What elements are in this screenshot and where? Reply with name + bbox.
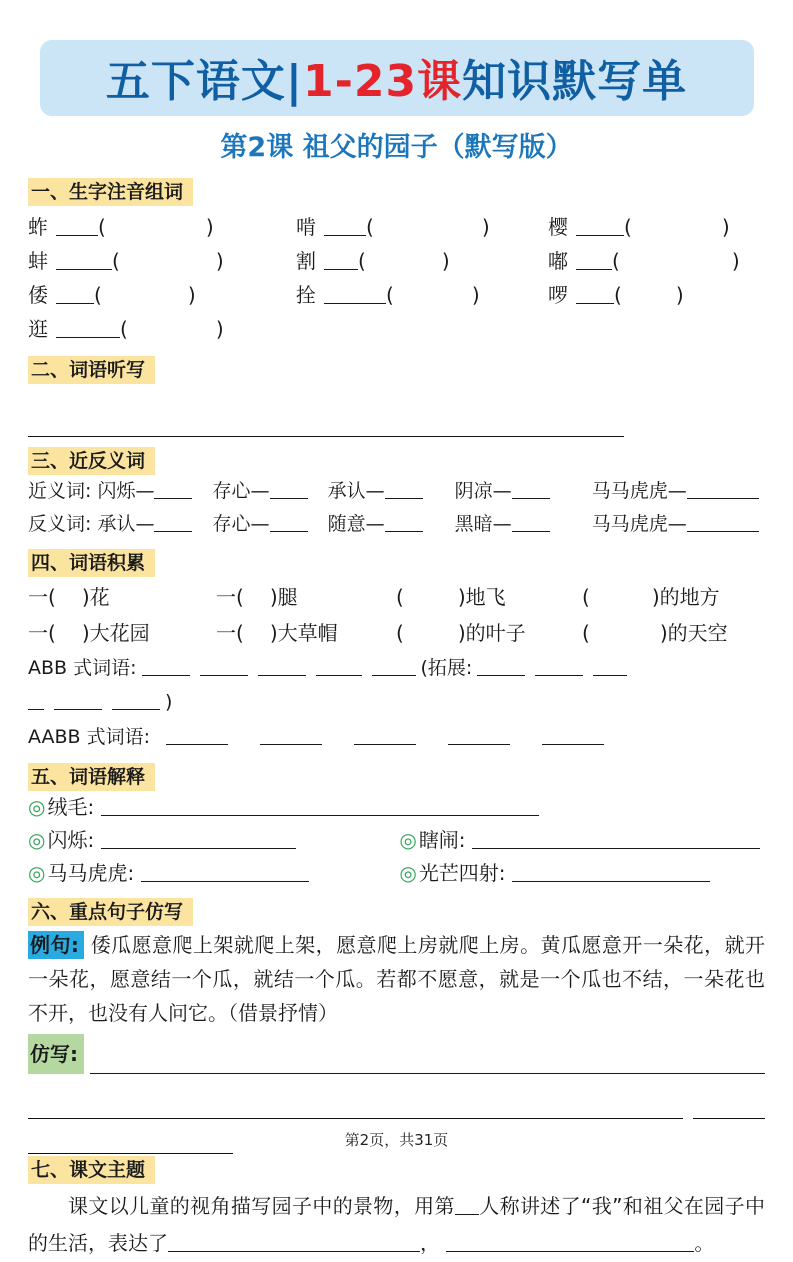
answer-blank (166, 725, 228, 745)
pinyin-item (296, 278, 548, 312)
antonyms-row (28, 508, 765, 541)
new-character: 倭 (28, 283, 48, 307)
dash: — (365, 513, 385, 535)
pinyin-blank (56, 283, 94, 304)
imitation-row (28, 1034, 765, 1074)
definition-word: 瞎闹: (418, 828, 466, 852)
theme-blank (168, 1231, 420, 1252)
dash: — (135, 513, 155, 535)
pinyin-blank (576, 249, 612, 270)
phrase-item (216, 579, 396, 615)
circle-bullet-icon: ◎ (28, 828, 46, 852)
phrase-item (396, 579, 582, 615)
aabb-label: AABB 式词语: (28, 726, 151, 748)
open-paren: ( (98, 215, 106, 239)
answer-blank (200, 656, 248, 676)
close-paren: ) (441, 249, 450, 273)
answer-blank (542, 725, 604, 745)
synonym-word: 闪烁 (97, 480, 136, 502)
open-paren: ( (582, 585, 590, 609)
synonym-pair (97, 480, 192, 502)
synonym-word: 阴凉 (454, 480, 493, 502)
answer-blank (372, 656, 416, 676)
definition-blank (512, 861, 710, 882)
antonym-word: 存心 (212, 513, 251, 535)
pinyin-blank (324, 249, 358, 270)
abb-label: ABB 式词语: (28, 657, 137, 679)
phrase-prefix: 一 (28, 585, 48, 609)
close-paren: ) (457, 621, 466, 645)
pinyin-blank (56, 249, 112, 270)
pinyin-item (548, 244, 765, 278)
page-number: 第2页，共31页 (344, 1131, 449, 1149)
theme-paragraph (28, 1188, 765, 1262)
period: 。 (694, 1231, 715, 1255)
answer-blank (385, 479, 423, 499)
section-3-heading: 三、近反义词 (28, 447, 155, 475)
new-character: 樱 (548, 215, 568, 239)
close-paren: ) (457, 585, 466, 609)
dash: — (667, 480, 687, 502)
pinyin-blank (56, 317, 120, 338)
dash: — (135, 480, 155, 502)
section-2-heading: 二、词语听写 (28, 356, 155, 384)
pinyin-item (548, 210, 765, 244)
answer-blank (154, 512, 192, 532)
answer-blank (28, 690, 44, 710)
circle-bullet-icon: ◎ (28, 861, 46, 885)
antonym-pair (328, 513, 423, 535)
phrase-item (582, 579, 765, 615)
synonym-word: 马马虎虎 (591, 480, 668, 502)
close-paren: ) (187, 283, 196, 307)
phrase-grid (28, 579, 765, 651)
pinyin-item (548, 278, 765, 312)
pinyin-item (296, 210, 548, 244)
dash: — (492, 480, 512, 502)
pinyin-item (28, 210, 296, 244)
answer-blank (477, 656, 525, 676)
section-5-heading: 五、词语解释 (28, 763, 155, 791)
definition-blank (101, 828, 296, 849)
answer-blank (512, 479, 550, 499)
new-character: 逛 (28, 317, 48, 341)
synonym-word: 承认 (327, 480, 366, 502)
definition-word: 光芒四射: (418, 861, 506, 885)
phrase-item (582, 615, 765, 651)
synonym-pair (592, 480, 759, 502)
imitation-blank (90, 1049, 765, 1074)
phrase-suffix: 大花园 (89, 621, 150, 645)
new-character: 拴 (296, 283, 316, 307)
pinyin-item (28, 278, 296, 312)
definition-word: 马马虎虎: (47, 861, 135, 885)
new-character: 蚌 (28, 249, 48, 273)
worksheet-page (0, 40, 793, 1262)
new-character: 啃 (296, 215, 316, 239)
new-character: 割 (296, 249, 316, 273)
close-paren: ) (269, 621, 278, 645)
phrase-suffix: 的叶子 (465, 621, 526, 645)
open-paren: ( (358, 249, 366, 273)
pinyin-blank (56, 215, 98, 236)
imitation-line-2 (28, 1108, 765, 1119)
answer-blank (687, 512, 759, 532)
section-1-heading: 一、生字注音组词 (28, 178, 193, 206)
imitation-blank (28, 1108, 683, 1119)
pinyin-blank (324, 283, 386, 304)
close-paren: ) (269, 585, 278, 609)
open-paren: ( (120, 317, 128, 341)
open-paren: ( (236, 585, 244, 609)
close-paren: ) (165, 691, 173, 713)
antonym-word: 马马虎虎 (591, 513, 668, 535)
imitate-label: 仿写: (28, 1034, 84, 1074)
synonyms-row (28, 475, 765, 508)
phrase-suffix: 的地方 (659, 585, 720, 609)
comma: ， (420, 1231, 440, 1255)
synonyms-label: 近义词: (28, 480, 92, 502)
definition-blank (472, 828, 760, 849)
section-6-heading: 六、重点句子仿写 (28, 898, 193, 926)
phrase-item (216, 615, 396, 651)
open-paren: ( (582, 621, 590, 645)
theme-text-2: 人称讲述了“我”和祖父在园子中的生活，表达了 (28, 1194, 765, 1255)
pinyin-word-grid (28, 210, 765, 346)
open-paren: ( (236, 621, 244, 645)
example-label: 例句: (28, 931, 84, 959)
answer-blank (593, 656, 627, 676)
open-paren: ( (612, 249, 620, 273)
antonym-word: 黑暗 (454, 513, 493, 535)
section-7-heading: 七、课文主题 (28, 1156, 155, 1184)
close-paren: ) (81, 621, 90, 645)
close-paren: ) (205, 215, 214, 239)
phrase-prefix: 一 (216, 621, 236, 645)
theme-text-1: 课文以儿童的视角描写园子中的景物，用第 (68, 1194, 455, 1218)
answer-blank (154, 479, 192, 499)
antonyms-label: 反义词: (28, 513, 92, 535)
open-paren: ( (48, 621, 56, 645)
answer-blank (448, 725, 510, 745)
close-paren: ) (675, 283, 684, 307)
pinyin-blank (576, 215, 624, 236)
new-character: 蚱 (28, 215, 48, 239)
pinyin-item (296, 244, 548, 278)
imitation-blank (693, 1108, 765, 1119)
dash: — (667, 513, 687, 535)
new-character: 嘟 (548, 249, 568, 273)
answer-blank (316, 656, 362, 676)
title-lesson-range: 1-23课 (302, 56, 463, 107)
answer-blank (535, 656, 583, 676)
answer-blank (270, 479, 308, 499)
open-paren: ( (112, 249, 120, 273)
definition-row (28, 857, 765, 890)
dash: — (250, 513, 270, 535)
abb-words-row-continued (28, 685, 765, 719)
theme-blank (455, 1194, 479, 1215)
answer-blank (687, 479, 759, 499)
answer-blank (512, 512, 550, 532)
title-right: 知识默写单 (462, 56, 688, 107)
definition-word: 闪烁: (47, 828, 95, 852)
pinyin-item (28, 244, 296, 278)
definition-row (28, 824, 765, 857)
open-paren: ( (396, 621, 404, 645)
definition-word: 绒毛: (47, 795, 95, 819)
synonym-pair (213, 480, 308, 502)
dash: — (250, 480, 270, 502)
answer-blank (258, 656, 306, 676)
definition-blank (101, 795, 539, 816)
dash: — (492, 513, 512, 535)
phrase-item (28, 579, 216, 615)
close-paren: ) (215, 317, 224, 341)
section-4-heading: 四、词语积累 (28, 549, 155, 577)
answer-blank (270, 512, 308, 532)
antonym-pair (592, 513, 759, 535)
aabb-words-row (28, 719, 765, 755)
lesson-subtitle: 第2课 祖父的园子（默写版） (220, 132, 573, 163)
synonym-word: 存心 (212, 480, 251, 502)
pinyin-blank (324, 215, 366, 236)
close-paren: ) (481, 215, 490, 239)
theme-blank (446, 1231, 694, 1252)
phrase-suffix: 地飞 (465, 585, 506, 609)
phrase-suffix: 花 (89, 585, 110, 609)
answer-blank (354, 725, 416, 745)
synonym-pair (455, 480, 550, 502)
close-paren: ) (659, 621, 668, 645)
pinyin-blank (576, 283, 614, 304)
pinyin-item (28, 312, 296, 346)
open-paren: ( (94, 283, 102, 307)
definition-blank (141, 861, 309, 882)
antonym-word: 承认 (97, 513, 136, 535)
definition-row (28, 791, 765, 824)
antonym-pair (97, 513, 192, 535)
synonym-pair (328, 480, 423, 502)
answer-blank (112, 690, 160, 710)
open-paren: ( (624, 215, 632, 239)
phrase-item (396, 615, 582, 651)
antonym-pair (213, 513, 308, 535)
answer-blank (260, 725, 322, 745)
abb-words-row (28, 651, 765, 685)
close-paren: ) (81, 585, 90, 609)
phrase-prefix: 一 (28, 621, 48, 645)
dash: — (365, 480, 385, 502)
antonym-pair (455, 513, 550, 535)
title-left: 五下语文| (105, 56, 303, 107)
phrase-suffix: 腿 (277, 585, 298, 609)
open-paren: ( (48, 585, 56, 609)
open-paren: ( (366, 215, 374, 239)
new-character: 啰 (548, 283, 568, 307)
close-paren: ) (731, 249, 740, 273)
phrase-suffix: 的天空 (667, 621, 728, 645)
page-title (40, 40, 754, 116)
circle-bullet-icon: ◎ (399, 861, 417, 885)
example-sentence (28, 928, 765, 1030)
answer-blank (54, 690, 102, 710)
dictation-blank-line (28, 410, 624, 437)
open-paren: ( (396, 585, 404, 609)
close-paren: ) (215, 249, 224, 273)
close-paren: ) (721, 215, 730, 239)
close-paren: ) (651, 585, 660, 609)
phrase-suffix: 大草帽 (277, 621, 338, 645)
antonym-word: 随意 (327, 513, 366, 535)
open-paren: ( (386, 283, 394, 307)
phrase-item (28, 615, 216, 651)
circle-bullet-icon: ◎ (399, 828, 417, 852)
expand-label: (拓展: (420, 657, 473, 679)
phrase-prefix: 一 (216, 585, 236, 609)
circle-bullet-icon: ◎ (28, 795, 46, 819)
close-paren: ) (471, 283, 480, 307)
example-text: 倭瓜愿意爬上架就爬上架，愿意爬上房就爬上房。黄瓜愿意开一朵花，就开一朵花，愿意结一个瓜，就结一个瓜。若都不愿意，就是一个瓜也不结，一朵花也不开，也没有人问它。（借景抒情） (28, 933, 766, 1025)
open-paren: ( (614, 283, 622, 307)
answer-blank (142, 656, 190, 676)
answer-blank (385, 512, 423, 532)
